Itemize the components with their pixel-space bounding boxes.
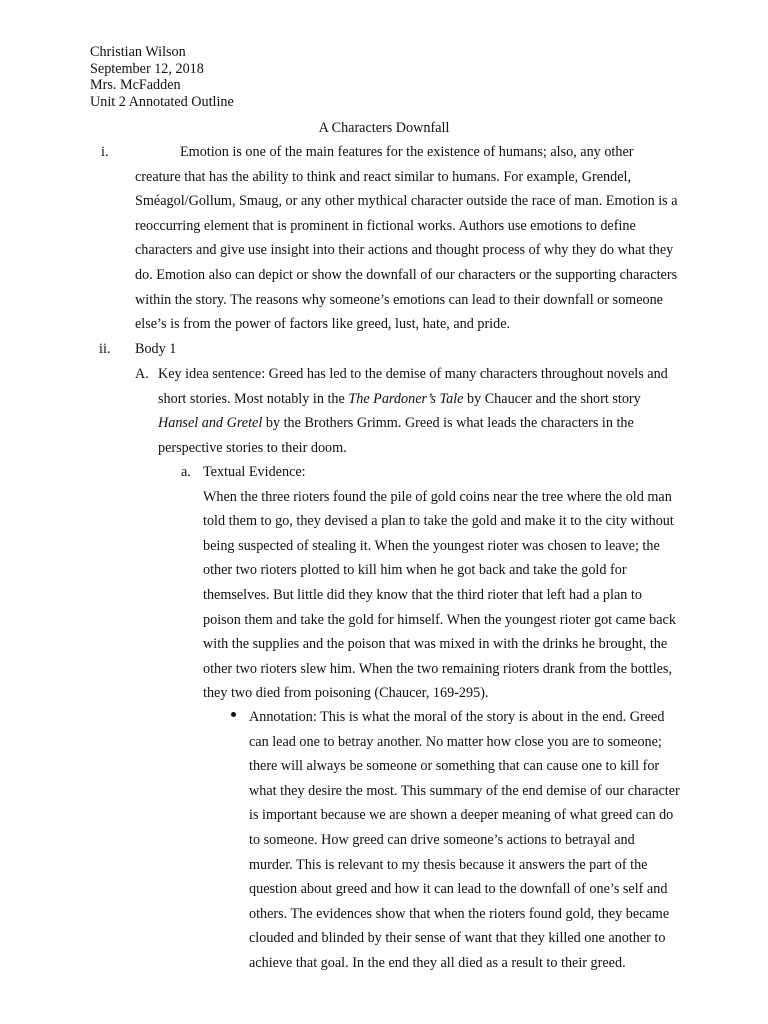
teacher-name: Mrs. McFadden: [90, 77, 181, 93]
key-idea-sentence: Key idea sentence: Greed has led to the demise of many characters throughout novels and short stories. Most notably in the The Pardoner’s Tale by Chaucer and the short story Hansel and Gretel by the Brothers Grimm. Greed is what leads the characters in the perspective stories to their doom.: [158, 366, 668, 456]
body1-heading: Body 1: [135, 341, 177, 357]
document-header: [90, 44, 234, 110]
evidence-marker: a.: [181, 464, 191, 480]
bullet-icon: [231, 712, 236, 717]
document-date: September 12, 2018: [90, 60, 204, 77]
pardoners-tale-title: The Pardoner’s Tale: [348, 390, 464, 407]
evidence-label: Textual Evidence:: [203, 464, 306, 480]
intro-paragraph: Emotion is one of the main features for the existence of humans; also, any other creature that has the ability to think and react similar to humans. For example, Grendel, Sméagol/Gollum, Smaug, or any other mythical character outside the race of man. Emotion is a reoccurring element that is prominent in fictional works. Authors use emotions to define characters and give use insight into their actions and thought process of why they do what they do. Emotion also can depict or show the downfall of our characters or the supporting characters within the story. The reasons why someone’s emotions can lead to their downfall or someone else’s is from the power of factors like greed, lust, hate, and pride.: [135, 144, 678, 333]
evidence-paragraph: When the three rioters found the pile of gold coins near the tree where the old man told them to go, they devised a plan to take the gold and make it to the city without being suspected of stealing it. When the youngest rioter was chosen to leave; the other two rioters plotted to kill him when he got back and take the gold for themselves. But little did they know that the third rioter that left had a plan to poison them and take the gold for himself. When the youngest rioter got came back with the supplies and the poison that was mixed in with the drinks he brought, the other two rioters slew him. When the two remaining rioters drank from the bottles, they two died from poisoning (Chaucer, 169-295).: [203, 488, 676, 702]
document-title: A Characters Downfall: [318, 120, 450, 136]
assignment-name: Unit 2 Annotated Outline: [90, 93, 234, 110]
hansel-gretel-title: Hansel and Gretel: [158, 415, 263, 432]
author-name: Christian Wilson: [90, 44, 186, 60]
body1-numeral: ii.: [99, 341, 111, 357]
intro-numeral: i.: [101, 144, 109, 160]
annotation-paragraph: Annotation: This is what the moral of the story is about in the end. Greed can lead one to betray another. No matter how close you are to someone; there will always be someone or something that can cause one to kill for what they desire the most. This summary of the end demise of our character is important because we are shown a deeper meaning of what greed can do to someone. How greed can drive someone’s actions to betrayal and murder. This is relevant to my thesis because it answers the part of the question about greed and how it can lead to the downfall of one’s self and others. The evidences show that when the rioters found gold, they became clouded and blinded by their sense of want that they killed one another to achieve that goal. In the end they all died as a result to their greed.: [249, 709, 680, 971]
key-idea-marker: A.: [135, 366, 149, 382]
